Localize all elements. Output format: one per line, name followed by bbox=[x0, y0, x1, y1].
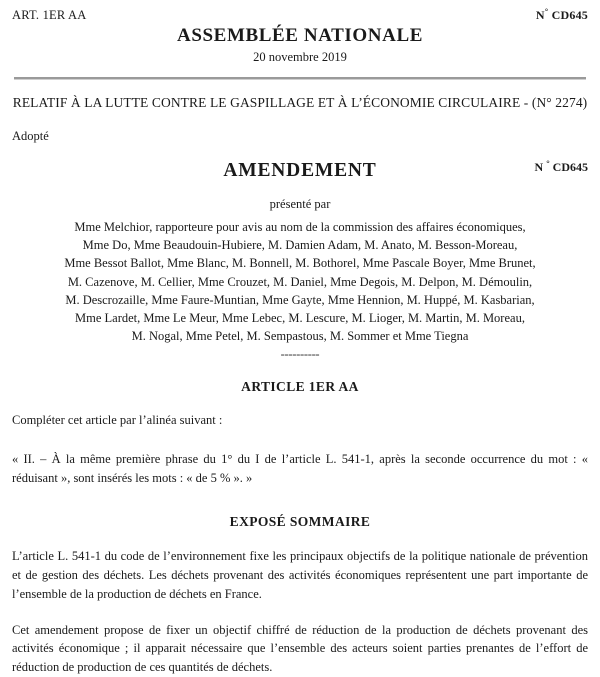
bill-title: RELATIF À LA LUTTE CONTRE LE GASPILLAGE ET À L’ÉCONOMIE CIRCULAIRE - (N° 2274) bbox=[12, 95, 588, 110]
header-number-prefix: N bbox=[535, 8, 545, 22]
amendment-heading: AMENDEMENT bbox=[223, 160, 377, 182]
amendment-number-value: CD645 bbox=[549, 160, 588, 175]
header-amendment-number bbox=[536, 8, 588, 23]
document-date: 20 novembre 2019 bbox=[253, 50, 347, 64]
signatories-separator: ---------- bbox=[280, 347, 320, 362]
degree-sign-icon: ° bbox=[544, 6, 549, 16]
page-header bbox=[12, 8, 588, 23]
amendment-heading-row bbox=[12, 160, 588, 182]
signatories-list bbox=[12, 218, 588, 345]
signatory-line: Mme Lardet, Mme Le Meur, Mme Lebec, M. Lescure, M. Lioger, M. Martin, M. Moreau, bbox=[75, 310, 525, 325]
signatory-line: M. Nogal, Mme Petel, M. Sempastous, M. Sommer et Mme Tiegna bbox=[131, 328, 469, 343]
article-quoted-text: « II. – À la même première phrase du 1° du I de l’article L. 541-1, après la seconde occurrence du mot : « réduisant », sont insérés les mots : « de 5 % ». » bbox=[12, 451, 588, 485]
expose-paragraph-2: Cet amendement propose de fixer un objectif chiffré de réduction de la production de déchets provenant des activités économique ; il apparait nécessaire que l’ensemble des acteurs soient parties prenantes de l’effort de réduction de production de ces quantités de déchets. bbox=[12, 622, 588, 675]
signatory-line: Mme Do, Mme Beaudouin-Hubiere, M. Damien Adam, M. Anato, M. Besson-Moreau, bbox=[82, 238, 518, 253]
header-divider bbox=[14, 77, 586, 80]
adoption-status: Adopté bbox=[12, 129, 49, 144]
amendment-number bbox=[535, 160, 588, 175]
header-article-reference: ART. 1ER AA bbox=[12, 8, 87, 22]
degree-sign-icon: ° bbox=[546, 158, 550, 169]
signatory-line: M. Cazenove, M. Cellier, Mme Crouzet, M. Daniel, Mme Degois, M. Delpon, M. Démoulin, bbox=[67, 274, 533, 289]
signatory-line: Mme Bessot Ballot, Mme Blanc, M. Bonnell, M. Bothorel, Mme Pascale Boyer, Mme Brunet, bbox=[64, 256, 536, 271]
presented-by-label: présenté par bbox=[269, 197, 331, 212]
signatory-line: M. Descrozaille, Mme Faure-Muntian, Mme Gayte, Mme Hennion, M. Huppé, M. Kasbarian, bbox=[65, 292, 535, 307]
expose-paragraph-1: L’article L. 541-1 du code de l’environnement fixe les principaux objectifs de la politique nationale de prévention et de gestion des déchets. Les déchets provenant des activités économiques représentent une part importante de l’ensemble de la production de déchets en France. bbox=[12, 549, 588, 601]
article-instruction: Compléter cet article par l’alinéa suivant : bbox=[12, 413, 223, 428]
expose-heading: EXPOSÉ SOMMAIRE bbox=[229, 514, 371, 530]
signatory-line: Mme Melchior, rapporteure pour avis au nom de la commission des affaires économiques, bbox=[74, 220, 526, 235]
header-number-value: CD645 bbox=[548, 8, 588, 22]
institution-name: ASSEMBLÉE NATIONALE bbox=[177, 25, 423, 46]
article-heading: ARTICLE 1ER AA bbox=[241, 379, 359, 395]
amendment-number-prefix: N bbox=[534, 160, 547, 175]
